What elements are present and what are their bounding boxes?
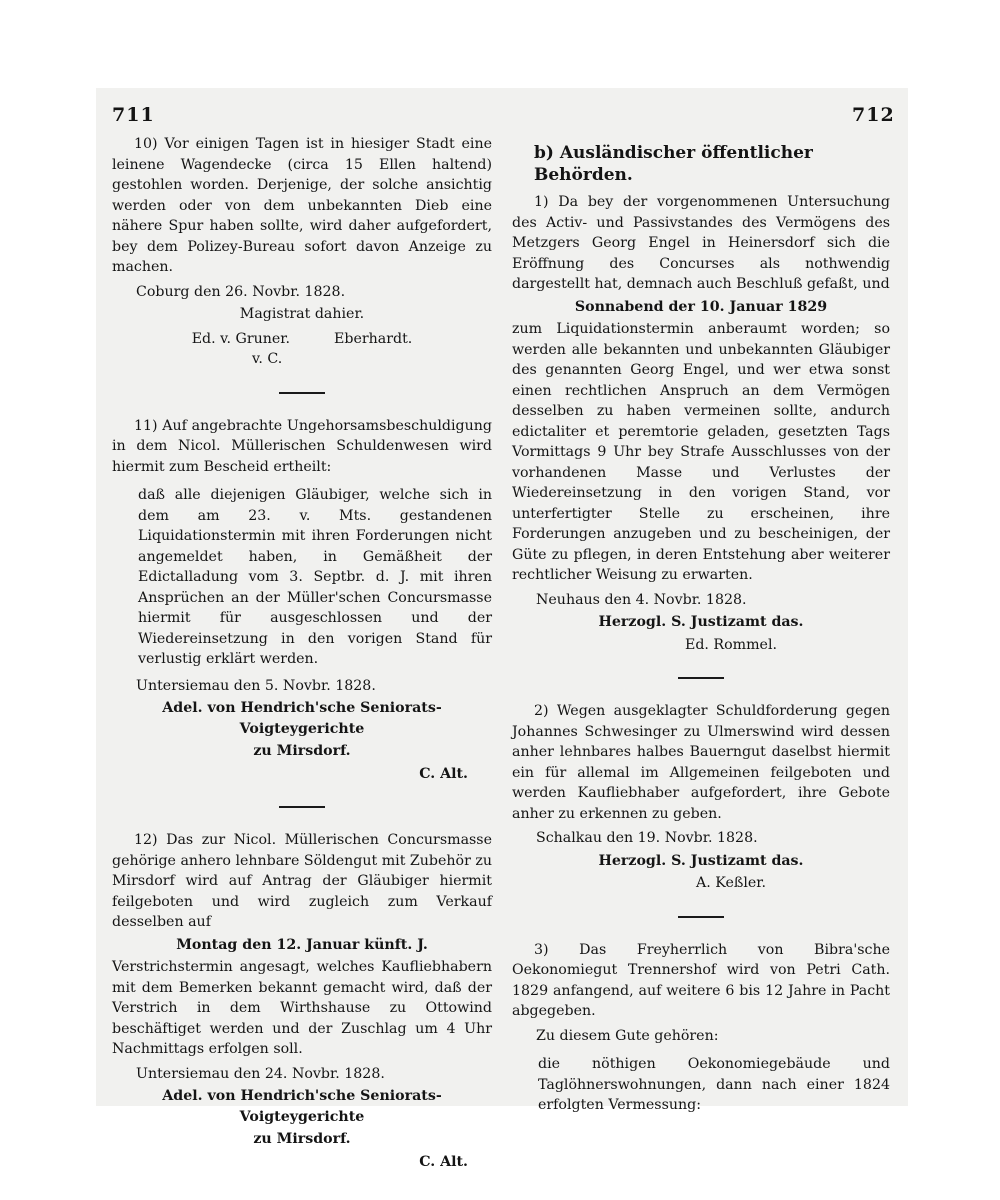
notice-10 [112,134,492,370]
notice-2-text: 2) Wegen ausgeklagter Schuldforderung gegen Johannes Schwesinger zu Ulmerswind wird dessen anher lehnbares halbes Bauerngut daselbst hiermit ein für allemal im Allgemeinen feilgeboten und werden Kaufliebhaber aufgefordert, ihre Gebote anher zu erkennen zu geben. [512,703,890,822]
section-divider [678,677,724,679]
notice-12-text: 12) Das zur Nicol. Müllerischen Concursmasse gehörige anhero lehnbare Söldengut mit Zubehör zu Mirsdorf wird auf Antrag der Gläubiger hiermit feilgeboten und wird zugleich zum Verkauf desselben auf [112,832,492,930]
notice-3 [512,940,890,1116]
notice-11-date: Untersiemau den 5. Novbr. 1828. [136,677,376,694]
page-number-right: 712 [852,104,895,126]
section-divider [279,392,325,394]
notice-12-signature: C. Alt. [419,1153,468,1170]
notice-11-decision: daß alle diejenigen Gläubiger, welche sich in dem am 23. v. Mts. gestandenen Liquidationstermin mit ihren Forderungen nicht angemeldet haben, in Gemäßheit der Edictalladung vom 3. Septbr. d. J. mit ihren Ansprüchen an der Müller'schen Concursmasse hiermit für ausgeschlossen und der Wiedereinsetzung in den vorigen Stand für verlustig erklärt werden. [138,487,492,667]
notice-12 [112,830,492,1172]
notice-3-text: 3) Das Freyherrlich von Bibra'sche Oekonomiegut Trennershof wird von Petri Cath. 1829 anfangend, auf weitere 6 bis 12 Jahre in Pacht abgegeben. [512,941,890,1019]
notice-3-subheading: Zu diesem Gute gehören: [536,1027,719,1044]
notice-3-list-text: die nöthigen Oekonomiegebäude und Taglöhnerswohnungen, dann nach einer 1824 erfolgten Vermessung: [538,1056,890,1113]
notice-10-signature-3: v. C. [252,351,283,367]
notice-12-text-continued: Verstrichstermin angesagt, welches Kaufliebhabern mit dem Bemerken bekannt gemacht wird, daß der Verstrich in dem Wirthshause zu Ottowind beschäftiget werden und der Zuschlag um 4 Uhr Nachmittags erfolgen soll. [112,959,492,1057]
notice-10-authority: Magistrat dahier. [239,306,365,322]
section-divider [678,916,724,918]
notice-11-authority-line-1: Adel. von Hendrich'sche Seniorats-Voigteygerichte [162,700,442,737]
right-column [512,134,890,1122]
notice-1-text: 1) Da bey der vorgenommenen Untersuchung des Activ- und Passivstandes des Vermögens des Metzgers Georg Engel in Heinersdorf sich die Eröffnung des Concurses als nothwendig dargestellt hat, demnach auch Beschluß gefaßt, und [512,194,890,292]
notice-11-signature: C. Alt. [419,765,468,782]
notice-10-date: Coburg den 26. Novbr. 1828. [136,283,346,300]
notice-11-authority-line-2: zu Mirsdorf. [253,743,351,759]
page-number-left: 711 [112,104,155,126]
notice-11 [112,416,492,785]
notice-10-signatures [112,329,492,350]
notice-2-signature: A. Keßler. [695,875,767,891]
notice-12-date: Untersiemau den 24. Novbr. 1828. [136,1065,385,1082]
section-heading: b) Ausländischer öffentlicher Behörden. [534,143,813,185]
notice-10-text: 10) Vor einigen Tagen ist in hiesiger Stadt eine leinene Wagendecke (circa 15 Ellen haltend) gestohlen worden. Derjenige, der solche ansichtig werden oder von dem unbekannten Dieb eine nähere Spur haben sollte, wird daher aufgefordert, bey dem Polizey-Bureau sofort davon Anzeige zu machen. [112,136,492,275]
notice-12-authority-line-1: Adel. von Hendrich'sche Seniorats-Voigteygerichte [162,1088,442,1125]
notice-2-authority: Herzogl. S. Justizamt das. [598,852,804,869]
notice-2-date: Schalkau den 19. Novbr. 1828. [536,830,758,846]
notice-1-date: Neuhaus den 4. Novbr. 1828. [536,591,747,608]
notice-1-date-line: Sonnabend der 10. Januar 1829 [574,298,828,315]
notice-1-text-continued: zum Liquidationstermin anberaumt worden; so werden alle bekannten und unbekannten Gläubiger des genannten Georg Engel, und wer etwa sonst einen rechtlichen Anspruch an dem Vermögen desselben zu haben vermeinen sollte, andurch edictaliter et peremtorie geladen, gesetzten Tags Vormittags 9 Uhr bey Strafe Ausschlusses von der vorhandenen Masse und Verlustes der Wiedereinsetzung in den vorigen Stand, vor unterfertigter Stelle zu erscheinen, ihre Forderungen anzugeben und zu bescheinigen, der Güte zu pflegen, in deren Entstehung aber weiterer rechtlicher Weisung zu erwarten. [512,321,890,583]
notice-10-signature-2: Eberhardt. [334,330,413,347]
notice-1-signature: Ed. Rommel. [684,636,778,653]
notice-1 [512,192,890,655]
notice-12-authority-line-2: zu Mirsdorf. [253,1131,351,1147]
notice-12-date-line: Montag den 12. Januar künft. J. [176,936,428,953]
section-divider [279,806,325,808]
notice-2 [512,701,890,894]
notice-1-authority: Herzogl. S. Justizamt das. [598,614,804,630]
notice-11-intro: 11) Auf angebrachte Ungehorsamsbeschuldigung in dem Nicol. Müllerischen Schuldenwesen wird hiermit zum Bescheid ertheilt: [112,417,492,475]
notice-10-signature-1: Ed. v. Gruner. [191,330,291,347]
left-column [112,134,492,1174]
